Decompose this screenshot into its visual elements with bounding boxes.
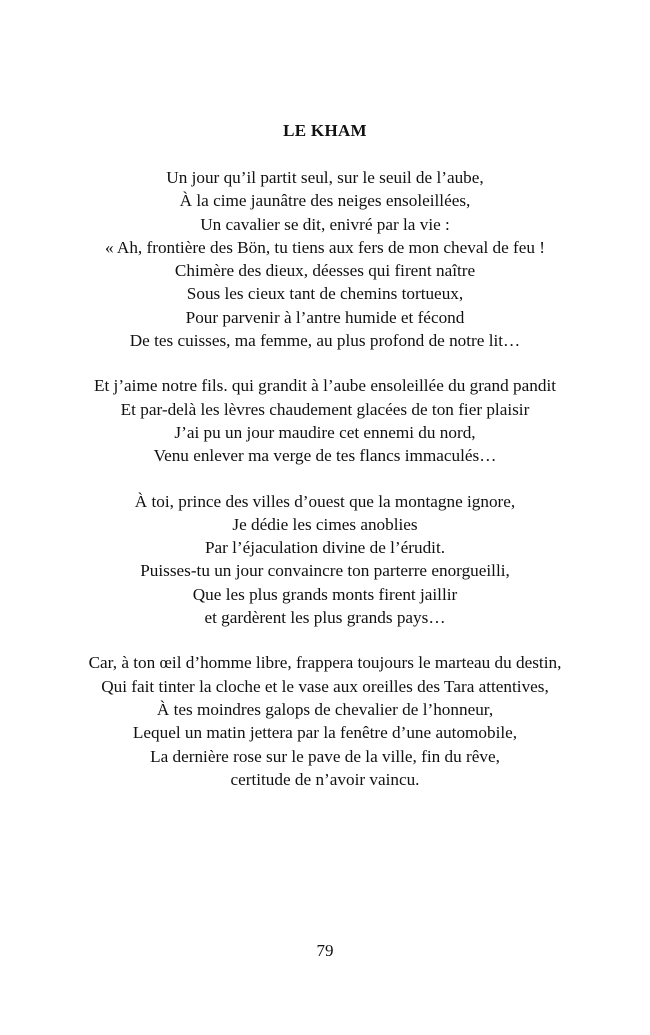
poem-line: Sous les cieux tant de chemins tortueux, — [186, 284, 464, 304]
poem-line: Un jour qu’il partit seul, sur le seuil de l’aube, — [166, 168, 484, 187]
poem-title: LE KHAM — [283, 121, 367, 140]
stanza-4 — [70, 651, 580, 791]
poem-line: Que les plus grands monts firent jaillir — [192, 584, 458, 604]
poem-body — [70, 166, 580, 813]
poem-line: À tes moindres galops de chevalier de l’honneur, — [156, 699, 494, 719]
poem-line: Je dédie les cimes anoblies — [232, 514, 418, 534]
poem-line: Puisses-tu un jour convaincre ton parterre enorgueilli, — [140, 561, 510, 581]
poem-line: La dernière rose sur le pave de la ville, fin du rêve, — [150, 746, 500, 766]
poem-line: Chimère des dieux, déesses qui firent naître — [174, 261, 476, 281]
poem-line: De tes cuisses, ma femme, au plus profond de notre lit… — [129, 331, 521, 351]
poem-line: Lequel un matin jettera par la fenêtre d’une automobile, — [132, 723, 518, 743]
poem-line: Et j’aime notre fils. qui grandit à l’aube ensoleillée du grand pandit — [93, 376, 556, 396]
poem-line: et gardèrent les plus grands pays… — [204, 608, 446, 628]
poem-line: Et par-delà les lèvres chaudement glacées de ton fier plaisir — [120, 399, 530, 419]
stanza-1 — [70, 166, 580, 352]
poem-line: J’ai pu un jour maudire cet ennemi du nord, — [174, 422, 476, 442]
page-number: 79 — [316, 941, 334, 960]
poem-line: À la cime jaunâtre des neiges ensoleillées, — [179, 191, 471, 211]
stanza-3 — [70, 490, 580, 630]
poem-line: Qui fait tinter la cloche et le vase aux oreilles des Tara attentives, — [101, 676, 549, 696]
poem-line: certitude de n’avoir vaincu. — [230, 769, 420, 789]
poem-line: « Ah, frontière des Bön, tu tiens aux fers de mon cheval de feu ! — [104, 237, 546, 257]
poem-line: Car, à ton œil d’homme libre, frappera toujours le marteau du destin, — [88, 653, 562, 673]
poem-line: Pour parvenir à l’antre humide et fécond — [185, 307, 465, 327]
poem-line: Par l’éjaculation divine de l’érudit. — [204, 538, 446, 558]
poem-line: Venu enlever ma verge de tes flancs immaculés… — [153, 446, 497, 466]
poem-line: À toi, prince des villes d’ouest que la montagne ignore, — [134, 491, 516, 511]
stanza-2 — [70, 374, 580, 467]
poem-line: Un cavalier se dit, enivré par la vie : — [200, 214, 450, 234]
